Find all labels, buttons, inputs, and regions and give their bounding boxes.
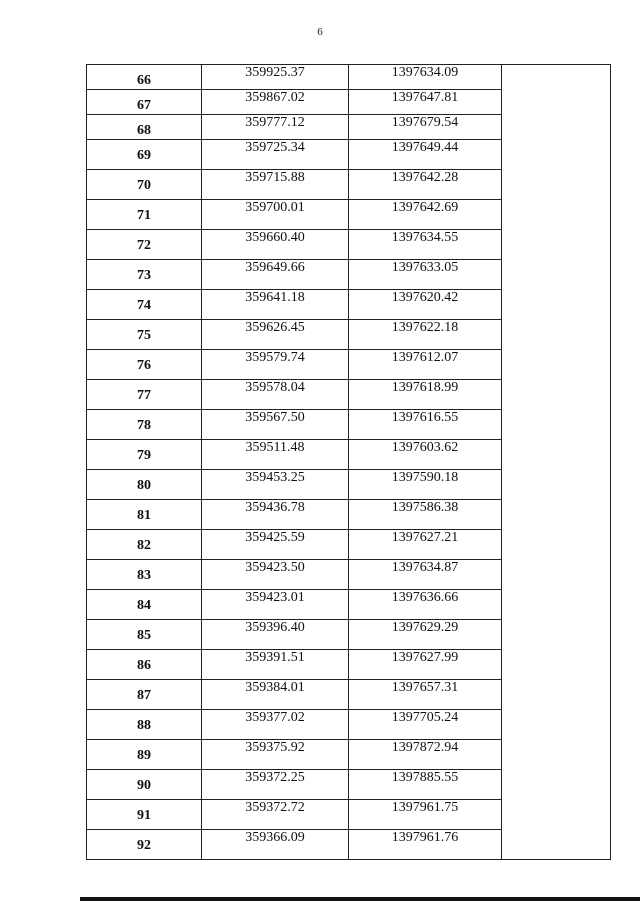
x-coordinate-cell — [202, 590, 349, 620]
x-coordinate-cell — [202, 350, 349, 380]
x-coordinate: 359649.66 — [245, 260, 305, 275]
x-coordinate: 359366.09 — [245, 830, 305, 845]
y-coordinate-cell — [349, 320, 502, 350]
x-coordinate: 359867.02 — [245, 90, 305, 105]
y-coordinate: 1397961.75 — [391, 800, 459, 815]
point-number: 86 — [137, 658, 151, 673]
y-coordinate-cell — [349, 350, 502, 380]
y-coordinate: 1397627.99 — [391, 650, 459, 665]
y-coordinate: 1397642.28 — [391, 170, 459, 185]
x-coordinate-cell — [202, 200, 349, 230]
y-coordinate-cell — [349, 470, 502, 500]
x-coordinate-cell — [202, 260, 349, 290]
x-coordinate-cell — [202, 530, 349, 560]
y-coordinate: 1397634.87 — [391, 560, 459, 575]
y-coordinate-cell — [349, 590, 502, 620]
x-coordinate-cell — [202, 470, 349, 500]
point-number: 92 — [137, 838, 151, 853]
x-coordinate: 359453.25 — [245, 470, 305, 485]
y-coordinate-cell — [349, 740, 502, 770]
x-coordinate-cell — [202, 740, 349, 770]
x-coordinate: 359384.01 — [245, 680, 305, 695]
x-coordinate-cell — [202, 650, 349, 680]
point-number: 71 — [137, 208, 151, 223]
point-number: 85 — [137, 628, 151, 643]
y-coordinate: 1397590.18 — [391, 470, 459, 485]
point-number-cell — [87, 770, 202, 800]
x-coordinate: 359579.74 — [245, 350, 305, 365]
point-number-cell — [87, 470, 202, 500]
x-coordinate-cell — [202, 65, 349, 90]
x-coordinate: 359372.25 — [245, 770, 305, 785]
point-number: 77 — [137, 388, 151, 403]
point-number-cell — [87, 590, 202, 620]
x-coordinate: 359423.01 — [245, 590, 305, 605]
y-coordinate-cell — [349, 500, 502, 530]
y-coordinate: 1397618.99 — [391, 380, 459, 395]
point-number-cell — [87, 140, 202, 170]
y-coordinate-cell — [349, 380, 502, 410]
point-number: 87 — [137, 688, 151, 703]
point-number-cell — [87, 170, 202, 200]
x-coordinate: 359660.40 — [245, 230, 305, 245]
y-coordinate: 1397642.69 — [391, 200, 459, 215]
point-number-cell — [87, 740, 202, 770]
y-coordinate: 1397603.62 — [391, 440, 459, 455]
point-number: 88 — [137, 718, 151, 733]
x-coordinate: 359436.78 — [245, 500, 305, 515]
y-coordinate: 1397647.81 — [391, 90, 459, 105]
x-coordinate: 359377.02 — [245, 710, 305, 725]
point-number-cell — [87, 290, 202, 320]
point-number: 68 — [137, 123, 151, 138]
y-coordinate-cell — [349, 115, 502, 140]
y-coordinate: 1397679.54 — [391, 115, 459, 130]
y-coordinate: 1397657.31 — [391, 680, 459, 695]
point-number: 84 — [137, 598, 151, 613]
y-coordinate: 1397961.76 — [391, 830, 459, 845]
x-coordinate: 359626.45 — [245, 320, 305, 335]
y-coordinate-cell — [349, 560, 502, 590]
point-number: 69 — [137, 148, 151, 163]
y-coordinate-cell — [349, 260, 502, 290]
y-coordinate: 1397616.55 — [391, 410, 459, 425]
x-coordinate-cell — [202, 115, 349, 140]
point-number-cell — [87, 650, 202, 680]
y-coordinate: 1397872.94 — [391, 740, 459, 755]
x-coordinate: 359391.51 — [245, 650, 305, 665]
coordinates-table — [86, 64, 611, 860]
point-number-cell — [87, 560, 202, 590]
y-coordinate: 1397649.44 — [391, 140, 459, 155]
y-coordinate-cell — [349, 90, 502, 115]
y-coordinate: 1397634.09 — [391, 65, 459, 80]
y-coordinate-cell — [349, 170, 502, 200]
y-coordinate-cell — [349, 200, 502, 230]
y-coordinate-cell — [349, 230, 502, 260]
x-coordinate: 359641.18 — [245, 290, 305, 305]
y-coordinate-cell — [349, 65, 502, 90]
point-number: 80 — [137, 478, 151, 493]
point-number-cell — [87, 530, 202, 560]
point-number-cell — [87, 500, 202, 530]
point-number: 82 — [137, 538, 151, 553]
point-number-cell — [87, 380, 202, 410]
point-number-cell — [87, 350, 202, 380]
point-number: 72 — [137, 238, 151, 253]
point-number-cell — [87, 830, 202, 860]
y-coordinate: 1397634.55 — [391, 230, 459, 245]
x-coordinate-cell — [202, 230, 349, 260]
y-coordinate-cell — [349, 410, 502, 440]
x-coordinate-cell — [202, 440, 349, 470]
y-coordinate-cell — [349, 770, 502, 800]
y-coordinate-cell — [349, 530, 502, 560]
y-coordinate-cell — [349, 620, 502, 650]
x-coordinate-cell — [202, 140, 349, 170]
point-number: 74 — [137, 298, 151, 313]
page-number: 6 — [317, 26, 323, 38]
y-coordinate: 1397885.55 — [391, 770, 459, 785]
empty-column-cell — [502, 65, 611, 860]
table-row — [87, 65, 611, 90]
y-coordinate: 1397612.07 — [391, 350, 459, 365]
x-coordinate: 359777.12 — [245, 115, 305, 130]
point-number: 78 — [137, 418, 151, 433]
point-number-cell — [87, 410, 202, 440]
point-number: 83 — [137, 568, 151, 583]
point-number-cell — [87, 710, 202, 740]
x-coordinate-cell — [202, 500, 349, 530]
y-coordinate: 1397627.21 — [391, 530, 459, 545]
x-coordinate-cell — [202, 320, 349, 350]
x-coordinate-cell — [202, 710, 349, 740]
x-coordinate-cell — [202, 800, 349, 830]
point-number-cell — [87, 320, 202, 350]
x-coordinate-cell — [202, 560, 349, 590]
y-coordinate: 1397705.24 — [391, 710, 459, 725]
x-coordinate: 359925.37 — [245, 65, 305, 80]
x-coordinate: 359375.92 — [245, 740, 305, 755]
point-number-cell — [87, 230, 202, 260]
x-coordinate: 359511.48 — [245, 440, 305, 455]
x-coordinate: 359425.59 — [245, 530, 305, 545]
x-coordinate: 359372.72 — [245, 800, 305, 815]
point-number-cell — [87, 440, 202, 470]
x-coordinate-cell — [202, 410, 349, 440]
point-number-cell — [87, 260, 202, 290]
bottom-border-line — [80, 897, 640, 901]
coordinates-table-body — [87, 65, 611, 860]
y-coordinate: 1397622.18 — [391, 320, 459, 335]
x-coordinate-cell — [202, 830, 349, 860]
x-coordinate: 359700.01 — [245, 200, 305, 215]
y-coordinate-cell — [349, 290, 502, 320]
x-coordinate: 359578.04 — [245, 380, 305, 395]
point-number-cell — [87, 620, 202, 650]
point-number: 70 — [137, 178, 151, 193]
x-coordinate-cell — [202, 90, 349, 115]
x-coordinate: 359715.88 — [245, 170, 305, 185]
y-coordinate-cell — [349, 830, 502, 860]
x-coordinate-cell — [202, 770, 349, 800]
point-number-cell — [87, 800, 202, 830]
y-coordinate-cell — [349, 140, 502, 170]
x-coordinate-cell — [202, 620, 349, 650]
point-number: 67 — [137, 98, 151, 113]
y-coordinate: 1397636.66 — [391, 590, 459, 605]
point-number: 89 — [137, 748, 151, 763]
y-coordinate: 1397586.38 — [391, 500, 459, 515]
x-coordinate: 359725.34 — [245, 140, 305, 155]
point-number-cell — [87, 200, 202, 230]
point-number-cell — [87, 115, 202, 140]
x-coordinate-cell — [202, 680, 349, 710]
point-number: 81 — [137, 508, 151, 523]
y-coordinate: 1397633.05 — [391, 260, 459, 275]
point-number-cell — [87, 90, 202, 115]
point-number: 66 — [137, 73, 151, 88]
point-number: 91 — [137, 808, 151, 823]
point-number: 79 — [137, 448, 151, 463]
y-coordinate: 1397620.42 — [391, 290, 459, 305]
y-coordinate-cell — [349, 650, 502, 680]
x-coordinate: 359567.50 — [245, 410, 305, 425]
x-coordinate-cell — [202, 380, 349, 410]
x-coordinate-cell — [202, 290, 349, 320]
point-number: 76 — [137, 358, 151, 373]
point-number-cell — [87, 65, 202, 90]
x-coordinate-cell — [202, 170, 349, 200]
y-coordinate-cell — [349, 710, 502, 740]
point-number: 90 — [137, 778, 151, 793]
x-coordinate: 359396.40 — [245, 620, 305, 635]
y-coordinate-cell — [349, 440, 502, 470]
y-coordinate-cell — [349, 800, 502, 830]
y-coordinate-cell — [349, 680, 502, 710]
point-number: 75 — [137, 328, 151, 343]
x-coordinate: 359423.50 — [245, 560, 305, 575]
y-coordinate: 1397629.29 — [391, 620, 459, 635]
point-number: 73 — [137, 268, 151, 283]
point-number-cell — [87, 680, 202, 710]
